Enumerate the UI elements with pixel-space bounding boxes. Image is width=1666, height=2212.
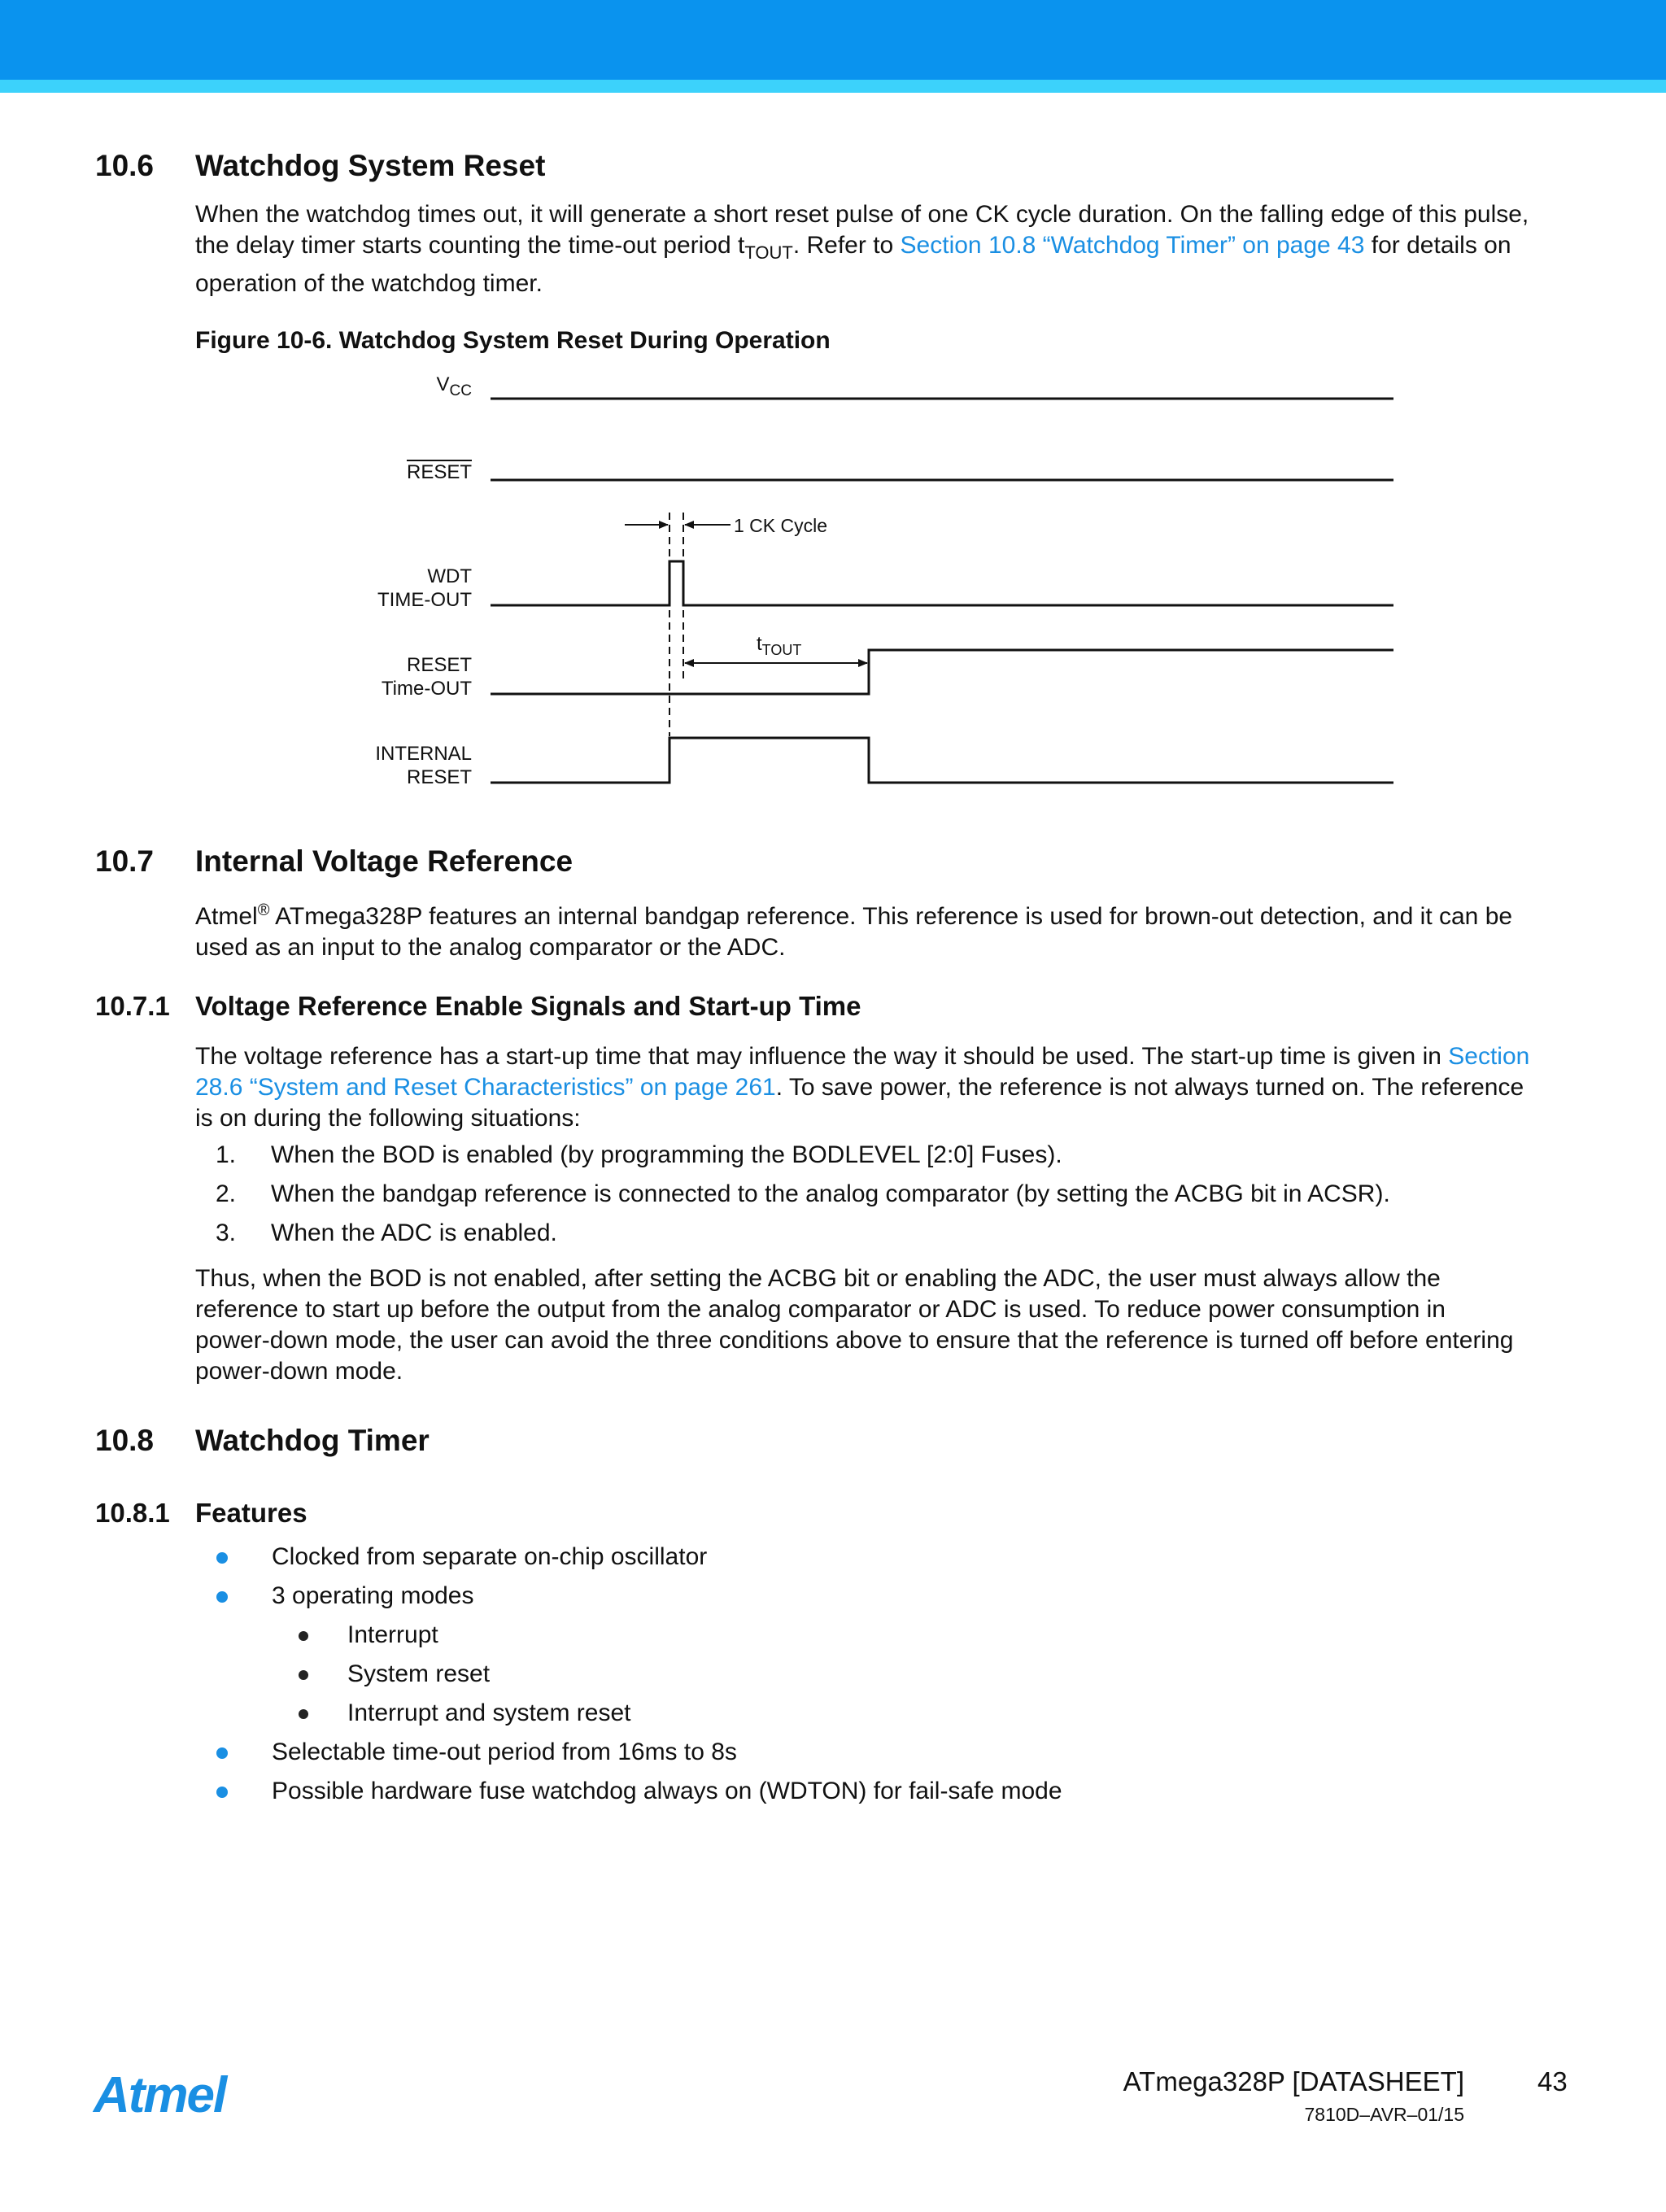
- tout-main: t: [757, 633, 762, 655]
- reset-overline-text: RESET: [406, 461, 472, 483]
- label-line: Time-OUT: [381, 678, 472, 700]
- item-number: 3.: [216, 1219, 237, 1246]
- subsection-title: Features: [195, 1498, 307, 1528]
- text: . To save power, the reference is not always turned on. The reference: [775, 1074, 1524, 1101]
- bullet-icon: [216, 1591, 228, 1603]
- list-item: [195, 1136, 1570, 1175]
- paragraph-line: power-down mode, the user can avoid the three conditions above to ensure that the reference is turned off before entering: [195, 1327, 1514, 1354]
- text: . Refer to: [792, 232, 901, 259]
- text: ATmega328P features an internal bandgap reference. This reference is used for brown-out detection, and it can be: [269, 903, 1513, 930]
- paragraph-line: [195, 895, 1570, 932]
- vcc-sub: CC: [449, 382, 472, 399]
- figure-caption: Figure 10-6. Watchdog System Reset During Operation: [195, 327, 831, 354]
- page-number: 43: [1537, 2066, 1568, 2096]
- section-link[interactable]: Section: [1448, 1043, 1530, 1070]
- footer-doc-title: ATmega328P [DATASHEET]: [1123, 2066, 1464, 2096]
- numbered-list: [195, 1136, 1570, 1253]
- section-link[interactable]: 28.6 “System and Reset Characteristics” on page 261: [195, 1074, 776, 1101]
- paragraph-line: reference to start up before the output from the analog comparator or ADC is used. To reduce power consumption in: [195, 1296, 1446, 1323]
- bullet-icon: [216, 1552, 228, 1564]
- item-text: Possible hardware fuse watchdog always on (WDTON) for fail-safe mode: [272, 1778, 1062, 1804]
- list-item: [195, 1175, 1570, 1214]
- label-line: RESET: [406, 766, 472, 788]
- bullet-icon: [216, 1787, 228, 1798]
- registered-mark: ®: [257, 901, 270, 919]
- label-line: TIME-OUT: [377, 589, 472, 611]
- section-link[interactable]: Section 10.8 “Watchdog Timer” on page 43: [900, 232, 1365, 259]
- item-text: When the bandgap reference is connected to the analog comparator (by setting the ACBG bit in ACSR).: [271, 1180, 1390, 1207]
- section-title: Watchdog System Reset: [195, 149, 546, 182]
- list-item: [195, 1214, 1570, 1253]
- atmel-logo: Atmel: [94, 2067, 226, 2123]
- paragraph: [195, 895, 1570, 963]
- item-number: 1.: [216, 1141, 237, 1168]
- internal-reset-waveform: [491, 738, 1393, 783]
- paragraph-line: power-down mode.: [195, 1358, 403, 1385]
- label-line: INTERNAL: [375, 743, 472, 765]
- subscript: TOUT: [744, 242, 793, 263]
- item-number: 2.: [216, 1180, 237, 1207]
- paragraph-line: operation of the watchdog timer.: [195, 270, 543, 297]
- paragraph-line: [195, 1072, 1570, 1103]
- item-text: Interrupt and system reset: [347, 1699, 631, 1726]
- label-line: WDT: [427, 565, 472, 587]
- section-number: 10.7: [95, 844, 155, 878]
- ck-cycle-label: 1 CK Cycle: [734, 515, 828, 536]
- section-number: 10.6: [95, 149, 155, 182]
- text: The voltage reference has a start-up time that may influence the way it should be used. The start-up time is given in: [195, 1043, 1449, 1070]
- reset-timeout-waveform: [491, 650, 1393, 694]
- subsection-number: 10.8.1: [95, 1498, 170, 1528]
- wdt-waveform: [491, 561, 1393, 605]
- subsection-title: Voltage Reference Enable Signals and Start-up Time: [195, 991, 861, 1021]
- section-number: 10.8: [95, 1424, 155, 1457]
- paragraph-line: used as an input to the analog comparator or the ADC.: [195, 934, 786, 961]
- bullet-icon: [299, 1631, 308, 1641]
- item-text: 3 operating modes: [272, 1582, 474, 1609]
- item-text: Clocked from separate on-chip oscillator: [272, 1543, 708, 1570]
- item-text: When the ADC is enabled.: [271, 1219, 557, 1246]
- item-text: Selectable time-out period from 16ms to 8s: [272, 1739, 737, 1765]
- bullet-icon: [299, 1709, 308, 1719]
- section-title: Watchdog Timer: [195, 1424, 430, 1457]
- item-text: System reset: [347, 1660, 491, 1687]
- bullet-icon: [299, 1670, 308, 1680]
- text: the delay timer starts counting the time-out period t: [195, 232, 745, 259]
- text: for details on: [1364, 232, 1511, 259]
- bullet-icon: [216, 1747, 228, 1759]
- label-line: RESET: [406, 654, 472, 676]
- paragraph: [195, 1041, 1570, 1134]
- item-text: Interrupt: [347, 1621, 438, 1648]
- paragraph-line: is on during the following situations:: [195, 1105, 581, 1132]
- vcc-main: V: [436, 373, 450, 395]
- section-title: Internal Voltage Reference: [195, 844, 574, 878]
- subsection-number: 10.7.1: [95, 991, 170, 1021]
- paragraph-line: Thus, when the BOD is not enabled, after setting the ACBG bit or enabling the ADC, the user must always allow the: [195, 1265, 1441, 1292]
- timing-diagram: [0, 0, 1666, 814]
- paragraph-line: When the watchdog times out, it will generate a short reset pulse of one CK cycle duration. On the falling edge of this pulse,: [195, 201, 1529, 228]
- footer-doc-code: 7810D–AVR–01/15: [1304, 2104, 1464, 2125]
- paragraph: [195, 1263, 1570, 1387]
- tout-sub: TOUT: [761, 641, 802, 658]
- item-text: When the BOD is enabled (by programming the BODLEVEL [2:0] Fuses).: [271, 1141, 1062, 1168]
- paragraph-line: [195, 1041, 1570, 1072]
- text: Atmel: [195, 903, 258, 930]
